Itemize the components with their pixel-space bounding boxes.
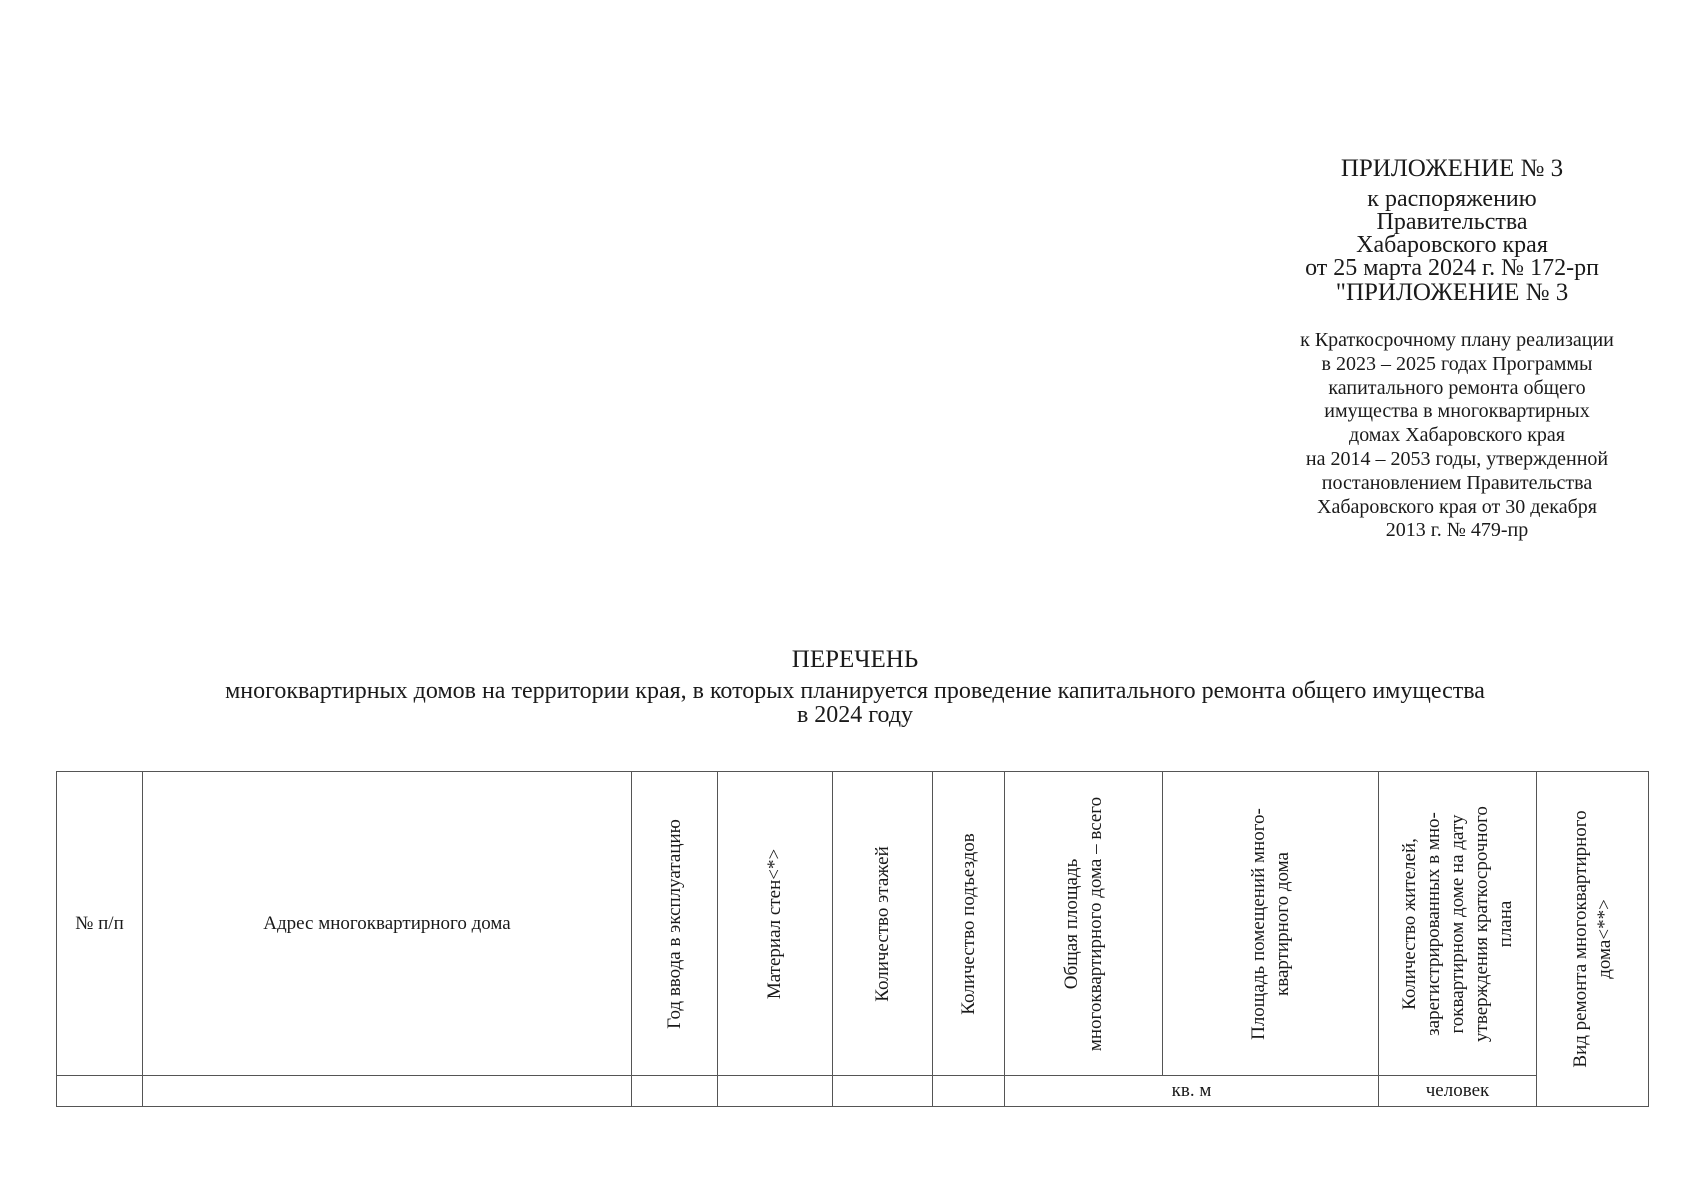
document-heading: ПЕРЕЧЕНЬ xyxy=(791,646,919,673)
header-address: Адрес многоквартирного дома xyxy=(143,772,632,1076)
header-residents-cell xyxy=(1379,772,1537,1076)
appendix-sub-line: в 2023 – 2025 годах Программы xyxy=(1321,352,1593,375)
header-entrances: Количество подъездов xyxy=(957,832,979,1015)
document-subtitle-year: в 2024 году xyxy=(796,702,914,728)
appendix-block xyxy=(1225,154,1679,305)
appendix-line: от 25 марта 2024 г. № 172-рп xyxy=(1305,255,1599,281)
houses-table xyxy=(56,771,1649,1107)
units-empty-cell xyxy=(143,1076,632,1107)
header-num: № п/п xyxy=(57,772,143,1076)
unit-area: кв. м xyxy=(1005,1076,1379,1107)
appendix-title-2: "ПРИЛОЖЕНИЕ № 3 xyxy=(1335,279,1569,306)
header-repair-type: Вид ремонта многоквартирного дома<**> xyxy=(1569,810,1615,1068)
document-title xyxy=(90,645,1620,727)
header-premises-area-cell xyxy=(1163,772,1379,1076)
units-empty-cell xyxy=(833,1076,933,1107)
appendix-title: ПРИЛОЖЕНИЕ № 3 xyxy=(1340,155,1564,182)
header-year-cell xyxy=(632,772,718,1076)
appendix-sub-line: к Краткосрочному плану реализации xyxy=(1300,329,1614,351)
table-units-row xyxy=(57,1076,1649,1107)
table-header-row xyxy=(57,772,1649,1076)
header-premises-area: Площадь помещений много-квартирного дома xyxy=(1247,807,1293,1040)
appendix-sub-line: имущества в многоквартирных xyxy=(1324,400,1590,423)
units-empty-cell xyxy=(57,1076,143,1107)
appendix-line: к распоряжению xyxy=(1367,186,1537,212)
appendix-sub-line: капитального ремонта общего xyxy=(1328,376,1586,399)
appendix-sub-line: на 2014 – 2053 годы, утвержденной xyxy=(1305,447,1609,470)
appendix-sub-line: Хабаровского края от 30 декабря xyxy=(1317,495,1597,518)
header-floors-cell xyxy=(833,772,933,1076)
appendix-line: Хабаровского края xyxy=(1356,232,1548,258)
header-total-area: Общая площадь многоквартирного дома – всего xyxy=(1060,796,1106,1051)
header-repair-type-cell xyxy=(1537,772,1649,1107)
units-empty-cell xyxy=(933,1076,1005,1107)
unit-people: человек xyxy=(1379,1076,1537,1107)
appendix-sub-block xyxy=(1242,329,1672,543)
appendix-sub-line: домах Хабаровского края xyxy=(1349,424,1565,447)
appendix-sub-line: 2013 г. № 479-пр xyxy=(1385,519,1529,542)
units-empty-cell xyxy=(718,1076,833,1107)
header-material-cell xyxy=(718,772,833,1076)
header-residents: Количество жителей, зарегистрированных в мно-гоквартирном доме на дату утверждения краткосрочного плана xyxy=(1398,805,1516,1042)
header-year: Год ввода в эксплуатацию xyxy=(663,818,685,1029)
units-empty-cell xyxy=(632,1076,718,1107)
header-entrances-cell xyxy=(933,772,1005,1076)
document-subtitle: многоквартирных домов на территории края, в которых планируется проведение капитального ремонта общего имущества xyxy=(225,678,1485,704)
appendix-sub-line: постановлением Правительства xyxy=(1321,471,1593,494)
header-material: Материал стен<*> xyxy=(764,848,785,999)
header-total-area-cell xyxy=(1005,772,1163,1076)
appendix-line: Правительства xyxy=(1376,209,1528,235)
header-floors: Количество этажей xyxy=(871,845,893,1002)
